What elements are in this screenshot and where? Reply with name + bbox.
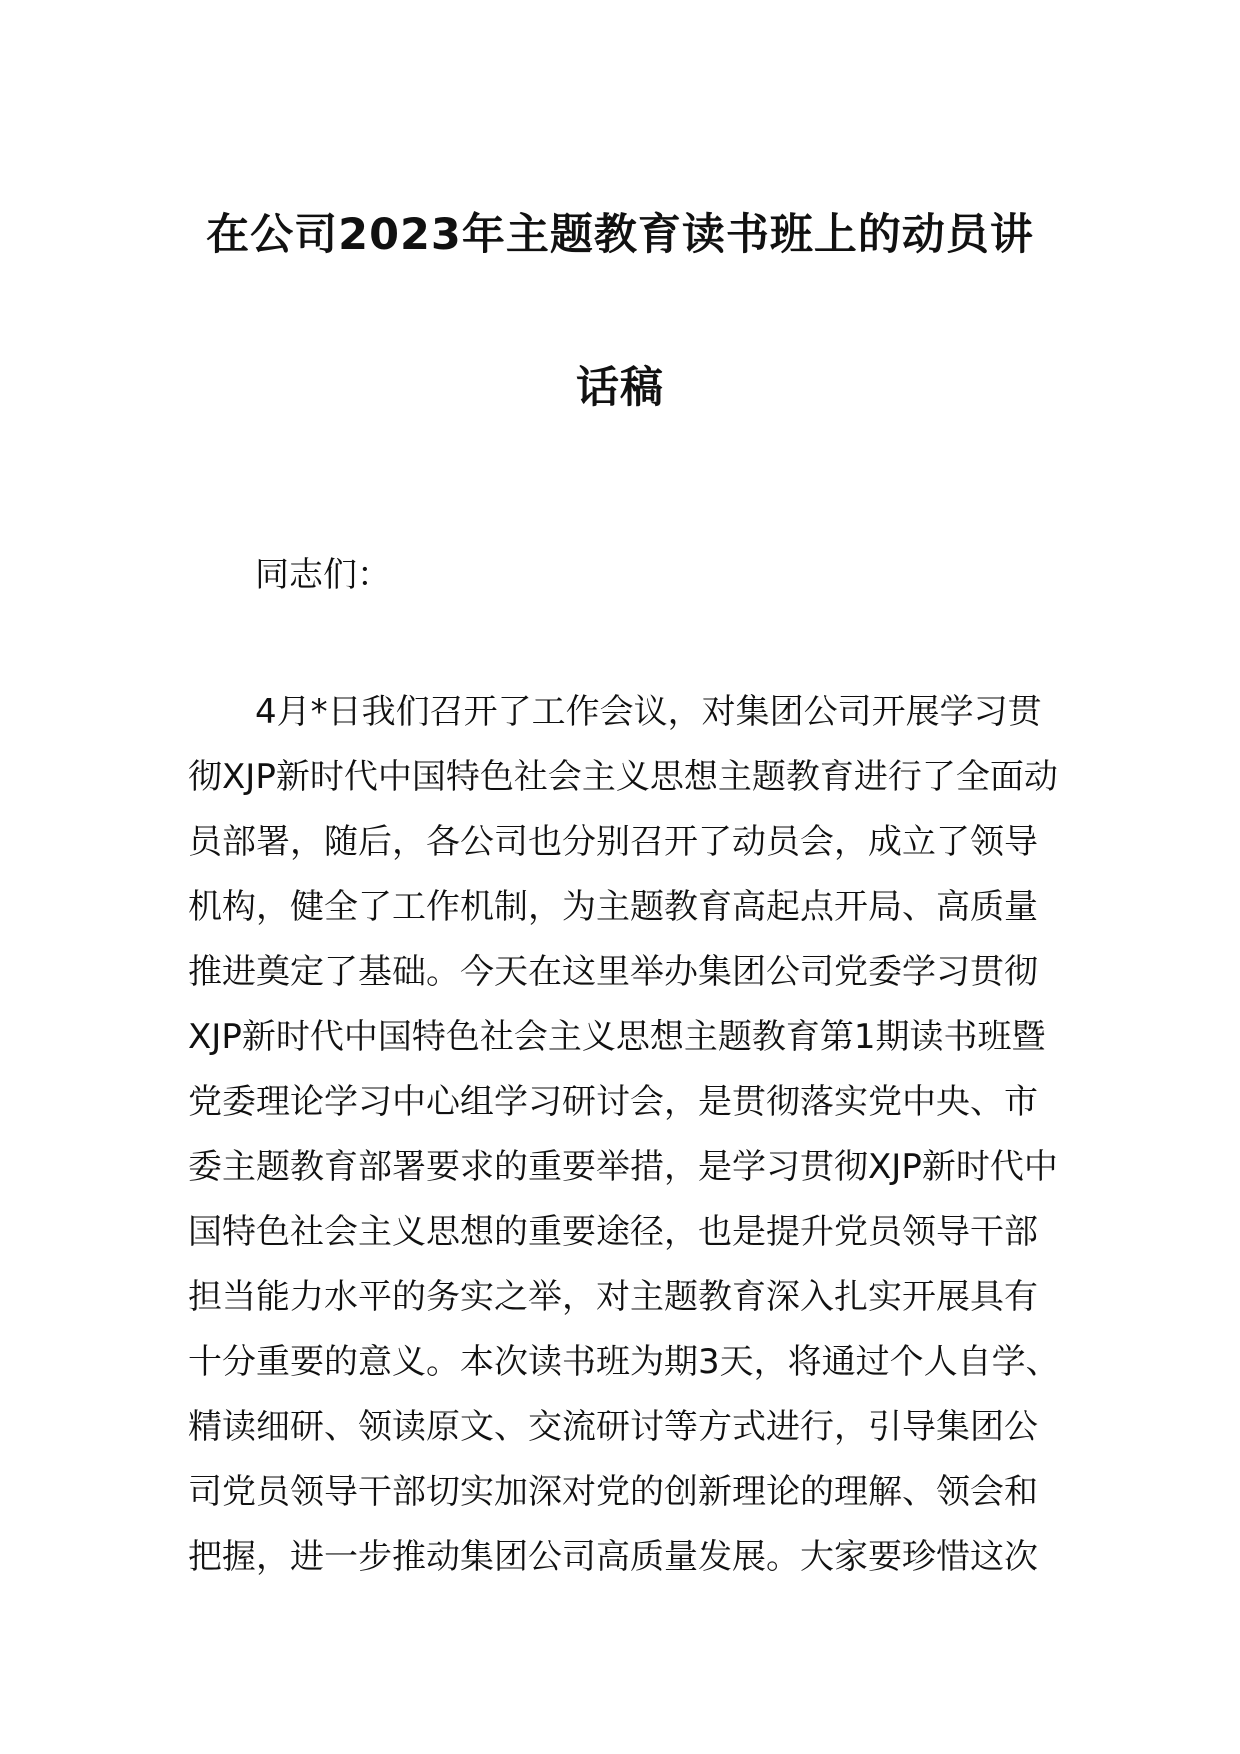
paragraph-line: 精读细研、领读原文、交流研讨等方式进行，引导集团公 [188, 1407, 1038, 1447]
greeting: 同志们： [255, 555, 391, 595]
paragraph-line: 彻XJP新时代中国特色社会主义思想主题教育进行了全面动 [188, 757, 1058, 797]
paragraph-line: 委主题教育部署要求的重要举措，是学习贯彻XJP新时代中 [188, 1147, 1058, 1187]
paragraph-line: 员部署，随后，各公司也分别召开了动员会，成立了领导 [188, 822, 1038, 862]
document-title-line-1: 在公司2023年主题教育读书班上的动员讲 [206, 210, 1034, 260]
paragraph-line: 党委理论学习中心组学习研讨会，是贯彻落实党中央、市 [188, 1082, 1038, 1122]
paragraph-line: 推进奠定了基础。今天在这里举办集团公司党委学习贯彻 [188, 952, 1038, 992]
paragraph-line: 十分重要的意义。本次读书班为期3天，将通过个人自学、 [188, 1342, 1060, 1382]
paragraph-line: 担当能力水平的务实之举，对主题教育深入扎实开展具有 [188, 1277, 1038, 1317]
paragraph-line: 国特色社会主义思想的重要途径，也是提升党员领导干部 [188, 1212, 1038, 1252]
paragraph-line: 机构，健全了工作机制，为主题教育高起点开局、高质量 [188, 887, 1038, 927]
body-paragraph [188, 680, 1068, 1590]
paragraph-line: 4月*日我们召开了工作会议，对集团公司开展学习贯 [255, 692, 1042, 732]
paragraph-line: 司党员领导干部切实加深对党的创新理论的理解、领会和 [188, 1472, 1038, 1512]
paragraph-line: XJP新时代中国特色社会主义思想主题教育第1期读书班暨 [188, 1017, 1046, 1057]
document-title-line-2: 话稿 [576, 363, 664, 413]
paragraph-line: 把握，进一步推动集团公司高质量发展。大家要珍惜这次 [188, 1537, 1038, 1577]
